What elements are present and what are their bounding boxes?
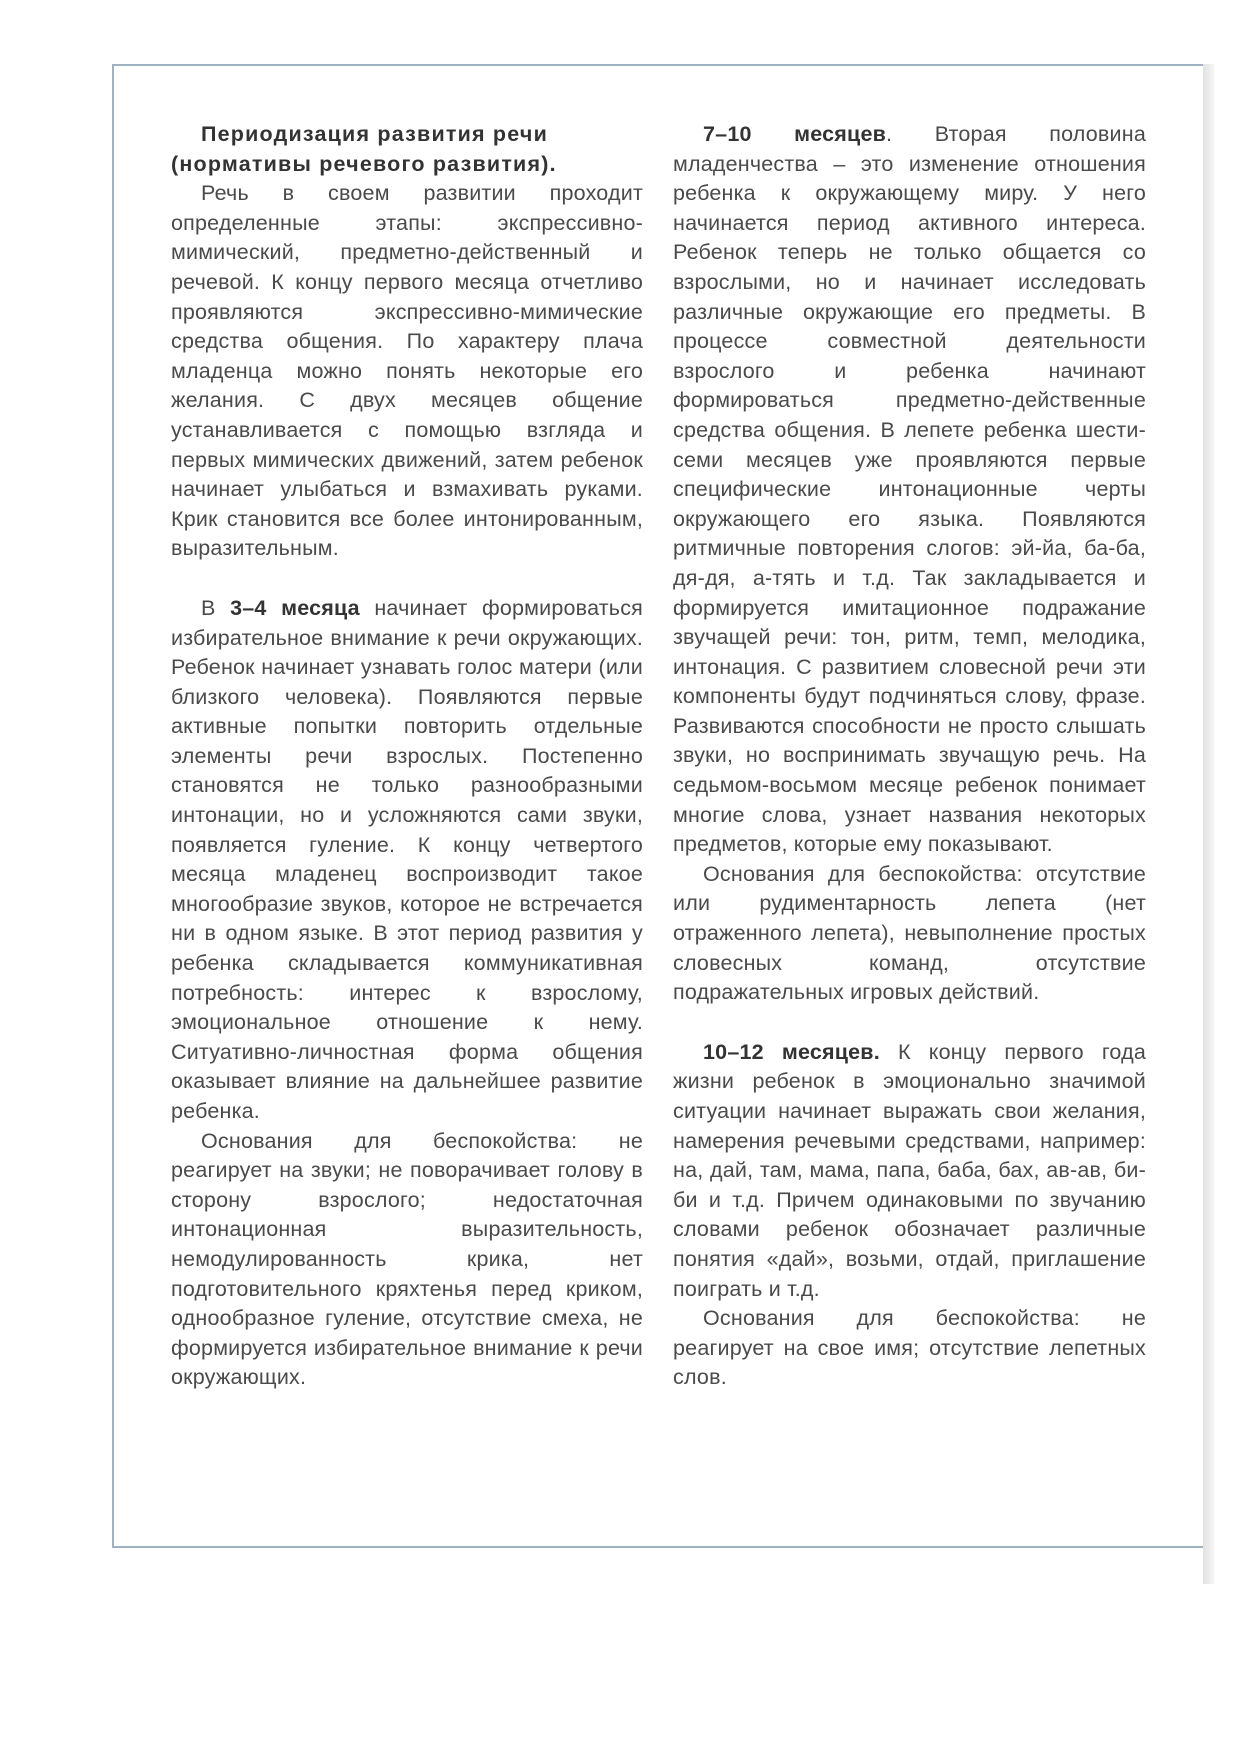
lead-10-12-months: 10–12 месяцев. (703, 1039, 880, 1064)
concerns-7-10-months: Основания для беспокойства: отсутствие или рудиментарность лепета (нет отраженного лепета), невыполнение простых словесных команд, отсутствие подражательных игровых действий. (673, 861, 1146, 1005)
heading-line-1: Периодизация развития речи (201, 122, 548, 146)
section-heading (171, 120, 643, 179)
paragraph-3-4-months (171, 594, 643, 1127)
concerns-10-12-months: Основания для беспокойства: не реагирует на свое имя; отсутствие лепетных слов. (673, 1306, 1146, 1390)
heading-line-2: (нормативы речевого развития). (171, 151, 557, 176)
paragraph-3-4-prefix: В (201, 595, 231, 620)
intro-paragraph: Речь в своем развитии проходит определенные этапы: экспрессивно-мимический, предметно-действенный и речевой. К концу первого месяца отчетливо проявляются экспрессивно-мимические средства общения. По характеру плача младенца можно понять некоторые его желания. С двух месяцев общение устанавливается с помощью взгляда и первых мимических движений, затем ребенок начинает улыбаться и взмахивать руками. Крик становится все более интонированным, выразительным. (171, 181, 643, 561)
paragraph-10-12-months (673, 1038, 1146, 1304)
left-text-column (171, 120, 643, 1393)
lead-3-4-months: 3–4 месяца (230, 595, 360, 620)
right-text-column (673, 120, 1146, 1393)
paragraph-3-4-body: начинает формироваться избирательное внимание к речи окружающих. Ребенок начинает узнавать голос матери (или близкого человека). Появляются первые активные попытки повторить отдельные элементы речи взрослых. Постепенно становятся не только разнообразными интонации, но и усложняются сами звуки, появляется гуление. К концу четвертого месяца младенец воспроизводит такое многообразие звуков, которое не встречается ни в одном языке. В этот период развития у ребенка складывается коммуникативная потребность: интерес к взрослому, эмоциональное отношение к нему. Ситуативно-личностная форма общения оказывает влияние на дальнейшее развитие ребенка. (171, 595, 643, 1123)
paragraph-7-10-body: . Вторая половина младенчества – это изменение отношения ребенка к окружающему миру. У него начинается период активного интереса. Ребенок теперь не только общается со взрослыми, но и начинает исследовать различные окружающие его предметы. В процессе совместной деятельности взрослого и ребенка начинают формироваться предметно-действенные средства общения. В лепете ребенка шести-семи месяцев уже проявляются первые специфические интонационные черты окружающего его языка. Появляются ритмичные повторения слогов: эй-йа, ба-ба, дя-дя, а-тять и т.д. Так закладывается и формируется имитационное подражание звучащей речи: тон, ритм, темп, мелодика, интонация. С развитием словесной речи эти компоненты будут подчиняться слову, фразе. Развиваются способности не просто слышать звуки, но воспринимать звучащую речь. На седьмом-восьмом месяце ребенок понимает многие слова, узнает названия некоторых предметов, которые ему показывают. (673, 122, 1146, 857)
lead-7-10-months: 7–10 месяцев (703, 122, 887, 146)
paragraph-7-10-months (673, 120, 1146, 860)
paragraph-10-12-body: К концу первого года жизни ребенок в эмоционально значимой ситуации начинает выражать свои желания, намерения речевыми средствами, например: на, дай, там, мама, папа, баба, бах, ав-ав, би-би и т.д. Причем одинаковыми по звучанию словами ребенок обозначает различные понятия «дай», возьми, отдай, приглашение поиграть и т.д. (673, 1039, 1146, 1301)
page-edge-shadow (1203, 64, 1214, 1584)
concerns-3-4-months: Основания для беспокойства: не реагирует на звуки; не поворачивает голову в сторону взрослого; недостаточная интонационная выразительность, немодулированность крика, нет подготовительного кряхтенья перед криком, однообразное гуление, отсутствие смеха, не формируется избирательное внимание к речи окружающих. (171, 1128, 643, 1390)
